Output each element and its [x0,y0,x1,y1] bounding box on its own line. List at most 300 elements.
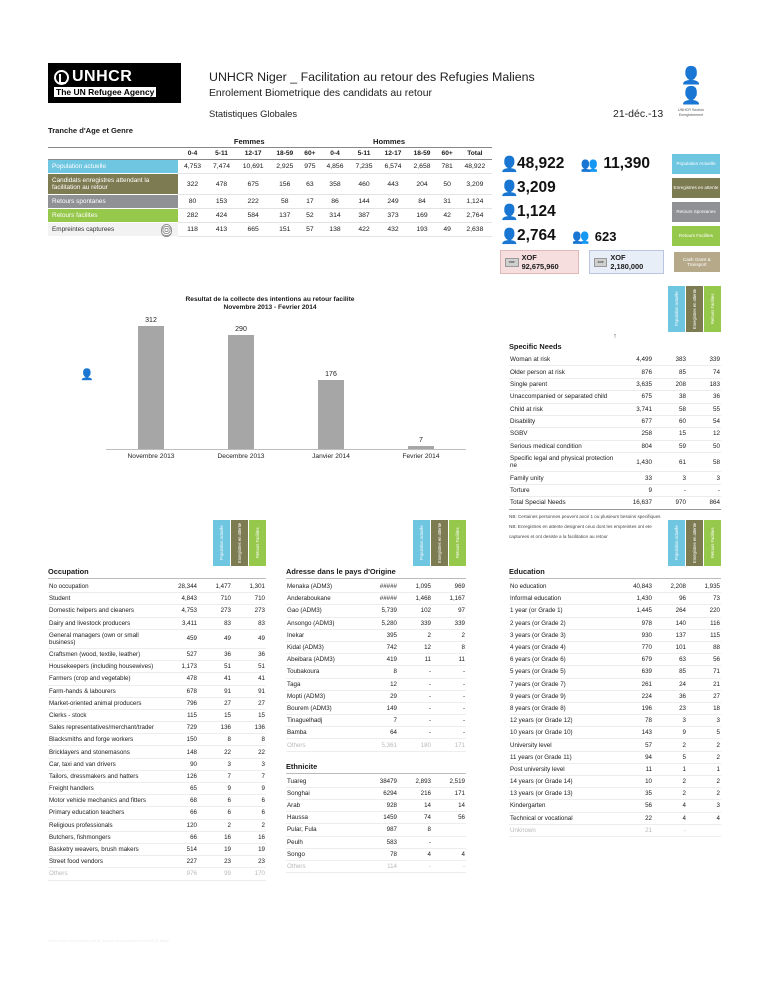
col-h-total: Total [458,148,492,160]
cell: 2,658 [408,160,437,174]
cell: 679 [619,654,653,666]
cell: 6 [198,807,232,819]
cell: 10,691 [236,160,270,174]
cell: 3,411 [164,617,198,629]
cell: 781 [437,160,458,174]
cell: 204 [408,174,437,195]
row-label: Clerks - stock [48,709,164,721]
row-label: Butchers, fishmongers [48,831,164,843]
group-header-femmes: Femmes [233,137,265,146]
specific-needs-row [509,472,721,484]
cell: 19 [232,843,266,855]
legend-pill-enregistres-attente: Enregistres en attente [672,178,720,198]
cell: 419 [364,654,398,666]
cell: 41 [232,673,266,685]
cell: 261 [619,678,653,690]
cell [432,824,466,836]
cell: 222 [236,195,270,209]
cell: 459 [164,629,198,648]
group-header-hommes: Hommes [373,137,406,146]
cell: 322 [178,174,207,195]
occupation-row [48,770,266,782]
row-label: 3 years (or Grade 3) [509,629,619,641]
cell: 71 [687,666,721,678]
cell: 17 [299,195,320,209]
cell: 63 [299,174,320,195]
cell: 11 [432,654,466,666]
cell: - [653,484,687,496]
row-label: 10 years (or Grade 10) [509,727,619,739]
cell: 5,739 [364,605,398,617]
cell: 41 [198,673,232,685]
cell: 138 [320,223,349,237]
cell: 527 [164,648,198,660]
specific-needs-note-3: capturees et ont desiste a la facilitation au retour [509,533,608,539]
cell: 373 [379,209,408,223]
chip-retours-facilites: Retours Facilites [704,520,721,566]
page-subtitle-2: Statistiques Globales [209,108,298,119]
chart-person-icon: 👤 [80,369,94,381]
cell: 3,209 [458,174,492,195]
cell: 3 [687,472,721,484]
cell: 12 [398,641,432,653]
ethnicite-row [286,812,466,824]
adresse-row [286,727,466,739]
main-table-section-label: Tranche d'Age et Genre [48,126,133,135]
cell: 424 [207,209,236,223]
cell: 150 [164,734,198,746]
row-label: Kidal (ADM3) [286,641,364,653]
cell: 23 [232,856,266,868]
cell: 413 [207,223,236,237]
cell: 2 [653,788,687,800]
cell: 6294 [364,787,398,799]
cell: 59 [653,440,687,452]
cell: 249 [379,195,408,209]
row-label: Domestic helpers and cleaners [48,605,164,617]
category-label-0: Novembre 2013 [127,453,175,460]
row-label: Craftsmen (wood, textile, leather) [48,648,164,660]
cell: 35 [619,788,653,800]
row-label-empreintes-capturees [48,223,178,237]
cell: 36 [232,648,266,660]
cell: 51 [232,661,266,673]
cell: 6 [232,807,266,819]
cell: 48,922 [458,160,492,174]
occupation-row [48,807,266,819]
cell: 8 [432,641,466,653]
row-label: Total Special Needs [509,497,619,509]
cell: 5,361 [364,739,398,751]
cell: 339 [398,617,432,629]
cell: 58 [270,195,299,209]
cell: 770 [619,641,653,653]
cell: 583 [364,836,398,848]
occupation-column-chips [48,520,266,566]
cell: 115 [687,629,721,641]
chip-enregistres-attente: Enregistres en attente [431,520,448,566]
cell: 930 [619,629,653,641]
adresse-row [286,715,466,727]
cell: - [398,727,432,739]
cell: 4 [398,848,432,860]
occupation-row [48,685,266,697]
row-label: 6 years (or Grade 6) [509,654,619,666]
table-row [48,223,492,237]
education-title: Education [509,567,721,579]
cell: 28,344 [164,581,198,593]
col-h-4: 60+ [299,148,320,160]
row-label: Unaccompanied or separated child [509,391,619,403]
row-label-population-actuelle: Population actuelle [48,160,178,174]
cell: 9 [653,727,687,739]
cell: 3 [198,758,232,770]
category-label-1: Decembre 2013 [217,453,265,460]
cell: - [432,666,466,678]
cell: 78 [364,848,398,860]
row-label: Single parent [509,378,619,390]
occupation-row [48,819,266,831]
cell: 50 [437,174,458,195]
cell: 8 [398,824,432,836]
cell: 88 [687,641,721,653]
cell: - [398,860,432,872]
cell: 282 [178,209,207,223]
specific-needs-row [509,415,721,427]
banknote-icon: XOF [594,258,608,267]
main-statistics-table [48,137,492,237]
row-label: Older person at risk [509,366,619,378]
cell: 50 [687,440,721,452]
person-icon: 👤 [500,179,519,197]
row-label: Songhai [286,787,364,799]
cash-grant-amount-1 [500,250,579,274]
cell: 4,499 [619,354,653,366]
cell: 51 [198,661,232,673]
cell: 4 [653,800,687,812]
cell: 224 [619,690,653,702]
col-h-3: 18-59 [270,148,299,160]
col-h-5: 0-4 [320,148,349,160]
row-label: Child at risk [509,403,619,415]
cash-grant-amount-2 [589,250,664,274]
ethnicite-row [286,824,466,836]
cell: 52 [299,209,320,223]
cell: 140 [653,617,687,629]
cell: 74 [398,812,432,824]
row-label: Mopti (ADM3) [286,690,364,702]
key-figure-population-actuelle [500,153,720,175]
bar-label-2: 176 [325,370,337,378]
row-label: No education [509,581,619,593]
occupation-row [48,629,266,648]
occupation-row [48,795,266,807]
occupation-row [48,605,266,617]
cell: 2 [687,739,721,751]
col-h-9: 60+ [437,148,458,160]
chart-plot-area [106,317,466,460]
cell: 56 [432,812,466,824]
adresse-row [286,605,466,617]
row-label: Bamba [286,727,364,739]
cell: 665 [236,223,270,237]
cell: 49 [232,629,266,648]
row-label: SGBV [509,428,619,440]
row-label: Market-oriented animal producers [48,697,164,709]
chart-title-line-2: Novembre 2013 - Fevrier 2014 [223,304,317,311]
row-label-candidats-enregistres: Candidats enregistres attendant la facilitation au retour [48,174,178,195]
cell: 2,208 [653,581,687,593]
occupation-row [48,697,266,709]
cell: - [687,484,721,496]
chip-population-actuelle: Population actuelle [413,520,430,566]
row-label: Others [286,860,364,872]
cell: 2 [687,788,721,800]
cell: 2 [653,776,687,788]
cell: 876 [619,366,653,378]
education-row [509,617,721,629]
key-figures-panel [500,153,720,275]
education-row [509,824,721,836]
education-row [509,702,721,714]
row-label: 8 years (or Grade 8) [509,702,619,714]
cell: ##### [364,581,398,593]
cell: 273 [198,605,232,617]
cell: 1,124 [458,195,492,209]
cell: 8 [198,734,232,746]
row-label: Specific legal and physical protection ne [509,453,619,472]
cell: 80 [178,195,207,209]
table-row [48,195,492,209]
row-label: Toubakoura [286,666,364,678]
cell: 6 [232,795,266,807]
cell: 9 [198,783,232,795]
row-label: Disability [509,415,619,427]
cell: 478 [164,673,198,685]
cell: 63 [653,654,687,666]
row-label: 2 years (or Grade 2) [509,617,619,629]
cell: 4,843 [164,593,198,605]
specific-needs-column-chips [509,286,721,332]
cell: 975 [299,160,320,174]
key-figure-value: 3,209 [517,179,556,196]
occupation-row [48,648,266,660]
cell: 970 [653,497,687,509]
family-icon: 👥 [572,228,588,244]
category-label-3: Fevrier 2014 [402,453,440,460]
cell: 978 [619,617,653,629]
cell: 710 [198,593,232,605]
cell: 21 [687,678,721,690]
category-label-2: Janvier 2014 [312,453,350,460]
banknote-icon: XOF [505,258,519,267]
bar-janvier-2014 [318,380,344,449]
specific-needs-row [509,484,721,496]
occupation-row [48,581,266,593]
cell: 85 [653,666,687,678]
cell: 118 [178,223,207,237]
adresse-column-chips [286,520,466,566]
row-label: 12 years (or Grade 12) [509,715,619,727]
cell: 86 [320,195,349,209]
cell: 21 [619,824,653,836]
person-icon: 👤 [500,203,519,221]
education-column-chips [509,520,721,566]
cell: 422 [349,223,378,237]
chip-retours-facilites: Retours Facilites [449,520,466,566]
cell: 3,741 [619,403,653,415]
row-label: Menaka (ADM3) [286,581,364,593]
cell: 3,635 [619,378,653,390]
specific-needs-row [509,440,721,452]
cell: 36 [687,391,721,403]
occupation-row [48,661,266,673]
key-figure-value: 1,124 [517,203,556,220]
cell: 273 [232,605,266,617]
row-label: Ansongo (ADM3) [286,617,364,629]
cell: 796 [164,697,198,709]
bar-novembre-2013 [138,326,164,449]
cell: 24 [653,678,687,690]
cell: 2 [232,819,266,831]
row-label: Bourem (ADM3) [286,702,364,714]
occupation-row [48,783,266,795]
cell: 7 [198,770,232,782]
ethnicite-row [286,848,466,860]
occupation-row [48,617,266,629]
row-label: Post university level [509,763,619,775]
cell: 60 [653,415,687,427]
cell: 928 [364,800,398,812]
cell: 395 [364,629,398,641]
row-label: 11 years (or Grade 11) [509,751,619,763]
chart-title [60,296,480,312]
cell: 4 [432,848,466,860]
cell: 6 [198,795,232,807]
cell: 78 [619,715,653,727]
education-row [509,629,721,641]
cell: 136 [232,722,266,734]
legend-pill-retours-spontanes: Retours Spontanes [672,202,720,222]
cell: 31 [437,195,458,209]
bar-label-3: 7 [419,437,423,445]
occupation-row [48,734,266,746]
adresse-row [286,593,466,605]
cell: 83 [232,617,266,629]
cell: 149 [364,702,398,714]
cell: 11 [619,763,653,775]
row-label: 13 years (or Grade 13) [509,788,619,800]
unhcr-logo [48,63,181,103]
cell: 2,893 [398,776,432,788]
cell: 7,474 [207,160,236,174]
cell: 1,935 [687,581,721,593]
cell: 387 [349,209,378,223]
adresse-row [286,678,466,690]
cell: 864 [687,497,721,509]
row-label: Technical or vocational [509,812,619,824]
cell: 148 [164,746,198,758]
cell: 478 [207,174,236,195]
unhcr-emblem-icon [54,70,69,85]
occupation-row [48,673,266,685]
cell: 12 [364,678,398,690]
education-row [509,654,721,666]
cell: 171 [432,787,466,799]
cell: - [398,702,432,714]
bar-fevrier-2014 [408,446,434,449]
key-figure-value-households: 623 [594,228,617,244]
row-label: 14 years (or Grade 14) [509,776,619,788]
cell: 2,519 [432,776,466,788]
cell: 27 [687,690,721,702]
cell: 1,301 [232,581,266,593]
row-label: Farm-hands & labourers [48,685,164,697]
cell: 3 [653,472,687,484]
header-corner-caption: UNHCR Section Enregistrement [678,108,704,117]
cell: 83 [198,617,232,629]
cell: 1,167 [432,593,466,605]
cell: 5 [687,727,721,739]
cell: 115 [164,709,198,721]
bar-decembre-2013 [228,335,254,449]
adresse-row [286,617,466,629]
cell: 2,925 [270,160,299,174]
row-label-text: Empreintes capturees [52,226,115,233]
row-label: 1 year (or Grade 1) [509,605,619,617]
cell: 976 [164,868,198,880]
cell: 66 [164,807,198,819]
cell: 19 [198,843,232,855]
row-label: 5 years (or Grade 5) [509,666,619,678]
key-figure-retours-spontanes [500,201,720,223]
cell: 4,856 [320,160,349,174]
cell: 84 [408,195,437,209]
cell: 96 [653,593,687,605]
cell: 804 [619,440,653,452]
fingerprint-icon [161,224,172,237]
cell: 7 [232,770,266,782]
education-row [509,739,721,751]
specific-needs-row [509,366,721,378]
cell: 1 [687,763,721,775]
chip-retours-facilites: Retours Facilites [704,286,721,332]
occupation-row [48,843,266,855]
cell: 12 [687,428,721,440]
cell: 36 [198,648,232,660]
education-row [509,581,721,593]
cell: 85 [653,366,687,378]
cell: 2 [432,629,466,641]
cell: 4,753 [164,605,198,617]
col-h-6: 5-11 [349,148,378,160]
cell: 18 [687,702,721,714]
footer-note: Cette fiche est produite par la Section Enregistrement UNHCR Niger [48,938,170,943]
cell: 7,235 [349,160,378,174]
chip-population-actuelle: Population actuelle [668,520,685,566]
chip-retours-facilites: Retours Facilites [249,520,266,566]
cell: 5 [653,751,687,763]
cell: - [653,824,687,836]
cell: 16 [198,831,232,843]
row-label: Kindergarten [509,800,619,812]
person-icon: 👤 [500,227,519,245]
cell: 1 [653,763,687,775]
row-label: Tinaguelhadj [286,715,364,727]
cell: 49 [437,223,458,237]
cell: 5,280 [364,617,398,629]
cell: 58 [653,403,687,415]
